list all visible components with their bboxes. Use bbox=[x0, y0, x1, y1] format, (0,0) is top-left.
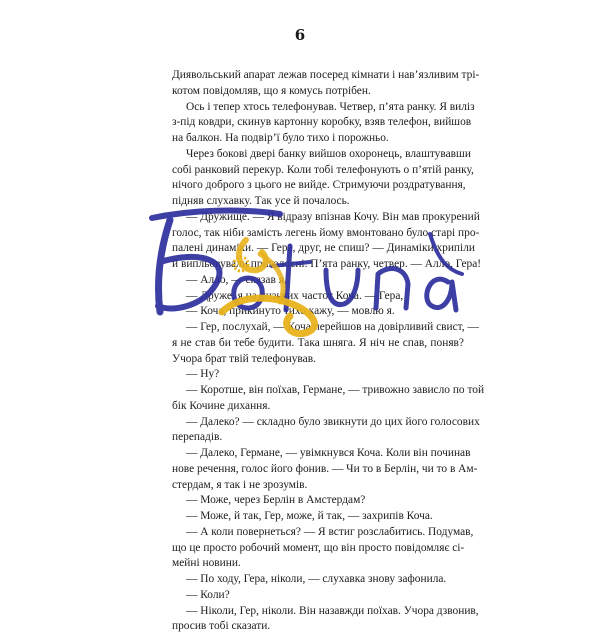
text-line: — Коча, прикинуто тихо кажу, — мовлю я. bbox=[186, 305, 395, 318]
text-line: — Може, й так, Гер, може, й так, — захрипів Коча. bbox=[186, 510, 433, 522]
text-line: бік Кочине дихання. bbox=[172, 399, 271, 412]
text-line: — А коли повернеться? — Я встиг розслабитись. Подумав, bbox=[186, 525, 474, 538]
text-line: стердам, я так і не зрозумів. bbox=[172, 478, 308, 491]
text-line: підняв слухавку. Так усе й почалось. bbox=[172, 195, 350, 207]
text-line: — Коли? bbox=[186, 588, 230, 601]
text-line: з-під ковдри, скинув картонну коробку, взяв телефон, вийшов bbox=[172, 116, 472, 129]
text-line: — Далеко, Германе, — увімкнувся Коча. Коли він починав bbox=[186, 447, 471, 459]
text-line: Учора брат твій телефонував. bbox=[172, 352, 316, 365]
text-line: — Друже, я на низьких частот Коча. — Гера, bbox=[186, 289, 404, 302]
page-number: 6 bbox=[294, 26, 306, 44]
text-line: котом повідомляв, що я комусь потрібен. bbox=[172, 84, 371, 97]
text-line: — По ходу, Гера, ніколи, — слухавка знову зафонила. bbox=[186, 573, 447, 585]
text-line: я не став би тебе будити. Така шняга. Я ніч не спав, поняв? bbox=[172, 336, 464, 349]
text-line: — Далеко? — складно було звикнути до цих його голосових bbox=[186, 415, 480, 428]
text-line: собі ранковий перекур. Коли тобі телефонують о п’ятій ранку, bbox=[172, 163, 474, 176]
text-line: — Алло, — сказав я. bbox=[186, 273, 287, 286]
text-line: мейні новини. bbox=[172, 557, 241, 570]
text-line: Ось і тепер хтось телефонував. Четвер, п’ята ранку. Я виліз bbox=[186, 100, 475, 113]
text-line: й випльовували приголосні. П’ята ранку, четвер. — Алло, Гера! bbox=[172, 258, 482, 270]
page-body-text bbox=[172, 68, 485, 635]
text-line: на балкон. На подвір’ї було тихо і порожньо. bbox=[172, 132, 389, 144]
text-line: палені динаміки. — Гера, друг, не спиш? — Динаміки хрипіли bbox=[172, 242, 475, 255]
text-line: — Може, через Берлін в Амстердам? bbox=[186, 494, 366, 507]
text-line: — Дружище. — Я відразу впізнав Кочу. Він мав прокурений bbox=[186, 210, 480, 223]
text-line: нове речення, голос його фонив. — Чи то в Берлін, чи то в Ам- bbox=[172, 462, 478, 475]
text-line: — Ну? bbox=[186, 368, 220, 381]
text-line: нічого доброго з цього не вийде. Стримуючи роздратування, bbox=[172, 179, 466, 192]
text-line: — Гер, послухай, — Коча перейшов на довірливий свист, — bbox=[186, 321, 479, 333]
text-line: — Коротше, він поїхав, Германе, — тривожно зависло по той bbox=[186, 384, 485, 396]
text-line: перепадів. bbox=[172, 431, 223, 444]
text-line: що це просто робочий момент, що він просто повідомляє сі- bbox=[172, 541, 465, 554]
text-line: — Ніколи, Гер, ніколи. Він назавжди поїхав. Учора дзвонив, bbox=[186, 604, 479, 617]
text-line: просив тобі сказати. bbox=[172, 620, 271, 633]
text-line: голос, так ніби замість легень йому вмонтовано було старі про- bbox=[172, 226, 480, 239]
text-line: Через бокові двері банку вийшов охоронець, влаштувавши bbox=[186, 147, 471, 160]
text-line: Диявольський апарат лежав посеред кімнати і нав’язливим трі- bbox=[172, 69, 480, 81]
